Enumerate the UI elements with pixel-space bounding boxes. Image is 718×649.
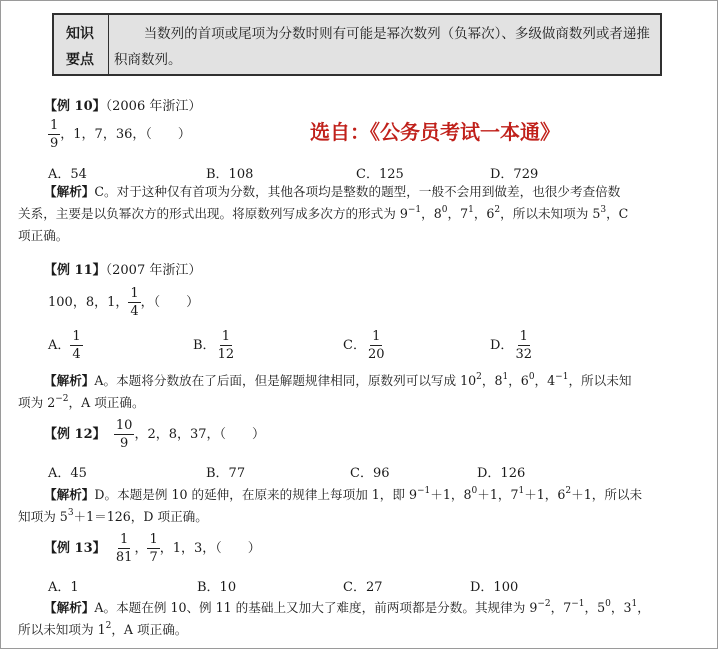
fraction: $\frac{1}{12}$ [217, 329, 235, 362]
example-10-option-d: D．729 [490, 167, 539, 182]
knowledge-text: 当数列的首项或尾项为分数时则有可能是幂次数列（负幂次）、多级做商数列或者递推积商数列。 [114, 26, 650, 68]
example-13-option-c: C．27 [343, 580, 383, 595]
example-11-option-b: B． $\frac{1}{12}$ [193, 329, 235, 362]
example-13-analysis: 【解析】A。本题在例 10、例 11 的基础上又加大了难度，前两项都是分数。其规律为 $9^{-2}$，$7^{-1}$，$5^0$，$3^1$， 所以未知项为 $1^2$，A 项正确。 [18, 599, 650, 637]
knowledge-box [52, 13, 662, 76]
example-11-analysis: 【解析】A。本题将分数放在了后面，但是解题规律相同，原数列可以写成 $10^2$，$8^1$，$6^0$，$4^{-1}$，所以未知 项为 $2^{-2}$，A 项正确。 [18, 372, 632, 410]
knowledge-label-line2: 要点 [66, 52, 94, 68]
fraction: $\frac{10}{9}$ [115, 418, 133, 451]
example-11-option-d: D． $\frac{1}{32}$ [490, 329, 532, 362]
example-13-option-b: B．10 [197, 580, 237, 595]
fraction: $\frac{1}{20}$ [367, 329, 385, 362]
fraction: $\frac{1}{7}$ [149, 532, 158, 565]
fraction: $\frac{1}{4}$ [72, 329, 81, 362]
example-10-sequence: $\frac{1}{9}$ ，1，7，36，（ ） [50, 118, 191, 151]
example-10-option-a: A．54 [48, 167, 87, 182]
example-12-title: 【例 12】 [44, 427, 106, 442]
fraction: $\frac{1}{81}$ [115, 532, 133, 565]
example-10-option-c: C．125 [356, 167, 404, 182]
example-12-option-a: A．45 [48, 466, 87, 481]
example-11-option-a: A． $\frac{1}{4}$ [48, 329, 81, 362]
example-10-option-b: B．108 [206, 167, 254, 182]
fraction: $\frac{1}{32}$ [515, 329, 532, 362]
fraction: $\frac{1}{9}$ [50, 118, 59, 151]
example-13-option-d: D．100 [470, 580, 519, 595]
example-13-title: 【例 13】 [44, 541, 106, 556]
knowledge-label-line1: 知识 [66, 26, 94, 42]
example-13-option-a: A．1 [48, 580, 79, 595]
fraction: $\frac{1}{4}$ [130, 286, 139, 319]
example-12-analysis: 【解析】D。本题是例 10 的延伸，在原来的规律上每项加 1，即 $9^{-1}+1$，$8^0+1$，$7^1+1$，$6^2+1$，所以未 知项为 $5^3+1=126$，D 项正确。 [18, 486, 643, 524]
example-12-sequence: 【例 12】 $\frac{10}{9}$ ，2，8，37，（ ） [44, 418, 266, 451]
example-13-sequence: 【例 13】 $\frac{1}{81}$ ， $\frac{1}{7}$ ，1，3，（ ） [44, 532, 261, 565]
source-note: 选自：《公务员考试一本通》 [310, 120, 560, 144]
example-11-sequence: 100，8，1， $\frac{1}{4}$ ，（ ） [48, 286, 200, 319]
example-10-analysis: 【解析】C。对于这种仅有首项为分数，其他各项均是整数的题型，一般不会用到做差，也很少考查倍数 关系，主要是以负幂次方的形式出现。将原数列写成多次方的形式为 $9^{-1}$，$8^0$，$7^1$，$6^2$，所以未知项为 $5^3$，C 项正确。 [18, 184, 629, 243]
example-12-option-d: D．126 [477, 466, 526, 481]
example-10-title: 【例 10】（2006 年浙江） [44, 99, 202, 114]
example-12-option-c: C．96 [350, 466, 390, 481]
example-11-option-c: C． $\frac{1}{20}$ [343, 329, 385, 362]
example-11-title: 【例 11】（2007 年浙江） [44, 263, 202, 278]
knowledge-label [54, 15, 109, 74]
example-12-option-b: B．77 [206, 466, 246, 481]
